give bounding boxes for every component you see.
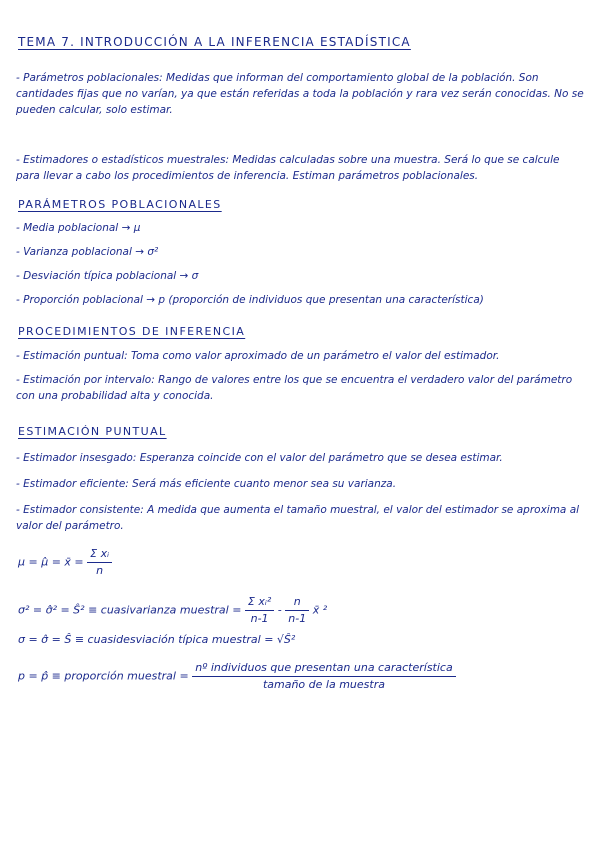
formula-media (18, 546, 112, 579)
section-heading-procedimientos: PROCEDIMIENTOS DE INFERENCIA (18, 325, 246, 338)
list-item-insesgado: - Estimador insesgado: Esperanza coincide con el valor del parámetro que se desea estimar. (16, 452, 503, 464)
formula-media-numerator: Σ xᵢ (87, 546, 112, 563)
formula-varianza-fraction-2 (285, 594, 309, 627)
formula-varianza-numerator-1: Σ xᵢ² (245, 594, 274, 611)
formula-media-fraction (87, 546, 112, 579)
intro-paragraph-estimadores: - Estimadores o estadísticos muestrales: Medidas calculadas sobre una muestra. Será lo que se calcule para llevar a cabo los procedimientos de inferencia. Estiman parámetros poblacionales. (16, 154, 560, 182)
formula-proporcion-denominator: tamaño de la muestra (262, 678, 385, 691)
formula-varianza-tail: x̄ ² (312, 603, 328, 617)
formula-desviacion: σ = σ̂ = Ŝ ≡ cuasidesviación típica muestral = √Ŝ² (18, 633, 296, 646)
formula-proporcion-fraction (192, 660, 456, 693)
formula-media-denominator: n (96, 564, 104, 577)
formula-proporcion-numerator: nº individuos que presentan una característica (192, 660, 456, 677)
formula-varianza-fraction-1 (245, 594, 274, 627)
section-heading-parametros: PARÁMETROS POBLACIONALES (18, 198, 222, 211)
section-heading-estimacion-puntual: ESTIMACIÓN PUNTUAL (18, 425, 167, 438)
page-title: TEMA 7. INTRODUCCIÓN A LA INFERENCIA ESTADÍSTICA (18, 35, 411, 49)
formula-varianza (18, 594, 327, 627)
list-item-desviacion: - Desviación típica poblacional → σ (16, 270, 199, 282)
formula-varianza-numerator-2: n (285, 594, 309, 611)
list-item-proporcion: - Proporción poblacional → p (proporción de individuos que presentan una característica) (16, 294, 484, 306)
formula-proporcion-lhs: p = p̂ ≡ proporción muestral = (18, 669, 189, 683)
formula-varianza-denominator-1: n-1 (250, 612, 269, 625)
formula-varianza-minus: - (277, 603, 282, 617)
formula-media-lhs: μ = μ̂ = x̄ = (18, 555, 84, 569)
formula-proporcion (18, 660, 456, 693)
list-item-estimacion-puntual: - Estimación puntual: Toma como valor aproximado de un parámetro el valor del estimador. (16, 350, 500, 362)
intro-paragraph-parametros: - Parámetros poblacionales: Medidas que informan del comportamiento global de la población. Son cantidades fijas que no varían, ya que están referidas a toda la población y rara vez serán conocidas. No se pueden calcular, solo estimar. (16, 72, 584, 116)
list-item-media: - Media poblacional → μ (16, 222, 141, 234)
list-item-eficiente: - Estimador eficiente: Será más eficiente cuanto menor sea su varianza. (16, 478, 397, 490)
list-item-estimacion-intervalo: - Estimación por intervalo: Rango de valores entre los que se encuentra el verdadero valor del parámetro con una probabilidad alta y conocida. (16, 374, 573, 402)
list-item-consistente: - Estimador consistente: A medida que aumenta el tamaño muestral, el valor del estimador se aproxima al valor del parámetro. (16, 504, 580, 532)
formula-varianza-lhs: σ² = σ̂² = Ŝ² ≡ cuasivarianza muestral = (18, 603, 242, 617)
formula-varianza-denominator-2: n-1 (288, 612, 307, 625)
list-item-varianza: - Varianza poblacional → σ² (16, 246, 159, 258)
